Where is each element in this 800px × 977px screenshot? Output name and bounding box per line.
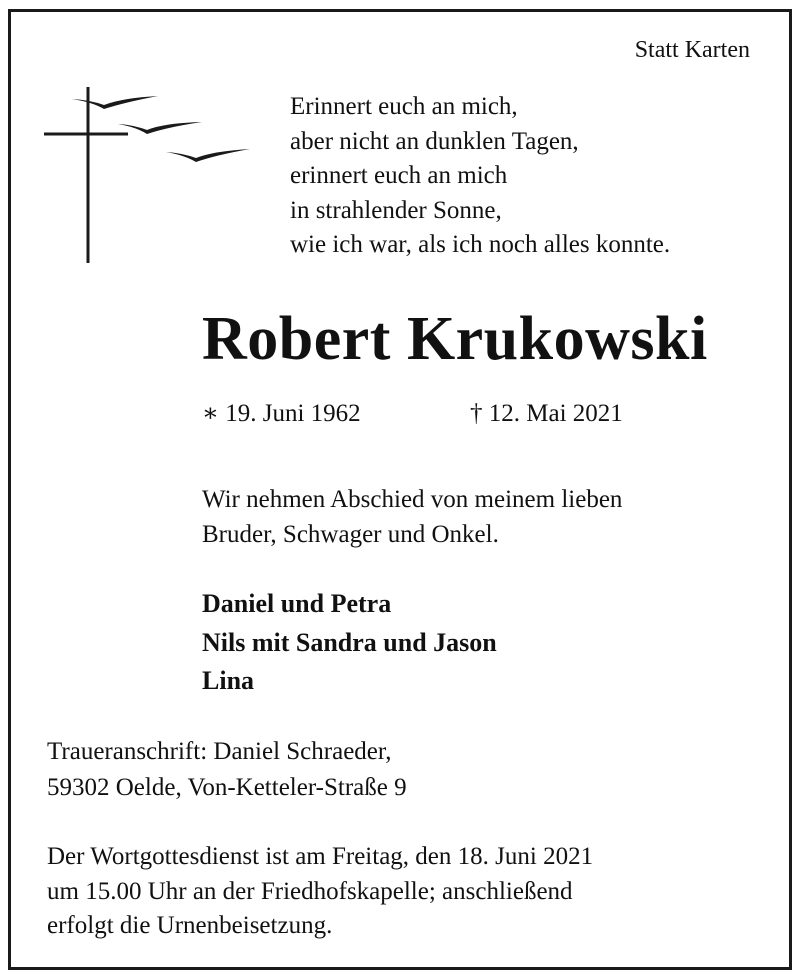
- cross-with-birds-icon: [40, 82, 260, 267]
- poem-line: Erinnert euch an mich,: [290, 93, 518, 120]
- deceased-name: Robert Krukowski: [202, 305, 708, 373]
- mourner-line: Daniel und Petra: [202, 589, 392, 618]
- address-line: Traueranschrift: Daniel Schraeder,: [47, 738, 392, 765]
- bird-icon: [166, 149, 250, 162]
- service-line: um 15.00 Uhr an der Friedhofskapelle; anschließend: [47, 877, 573, 905]
- service-line: erfolgt die Urnenbeisetzung.: [47, 912, 333, 939]
- death-date: † 12. Mai 2021: [470, 400, 623, 427]
- farewell-line: Bruder, Schwager und Onkel.: [202, 520, 499, 548]
- address-line: 59302 Oelde, Von-Ketteler-Straße 9: [47, 774, 407, 801]
- mourner-line: Nils mit Sandra und Jason: [202, 627, 497, 657]
- birth-date: ∗ 19. Juni 1962: [202, 400, 361, 427]
- bird-icon: [118, 122, 202, 134]
- bird-icon: [72, 96, 158, 109]
- memorial-poem: [290, 90, 670, 263]
- poem-line: wie ich war, als ich noch alles konnte.: [290, 231, 671, 258]
- poem-line: aber nicht an dunklen Tagen,: [290, 127, 579, 155]
- mourners-list: [202, 585, 497, 701]
- service-line: Der Wortgottesdienst ist am Freitag, den 18. Juni 2021: [47, 843, 594, 870]
- farewell-line: Wir nehmen Abschied von meinem lieben: [202, 486, 623, 513]
- poem-line: in strahlender Sonne,: [290, 196, 502, 224]
- poem-line: erinnert euch an mich: [290, 162, 508, 189]
- mourning-address: [47, 734, 407, 806]
- mourner-line: Lina: [202, 666, 255, 695]
- service-info: [47, 840, 593, 944]
- farewell-text: [202, 483, 622, 552]
- statt-karten-note: Statt Karten: [634, 37, 750, 63]
